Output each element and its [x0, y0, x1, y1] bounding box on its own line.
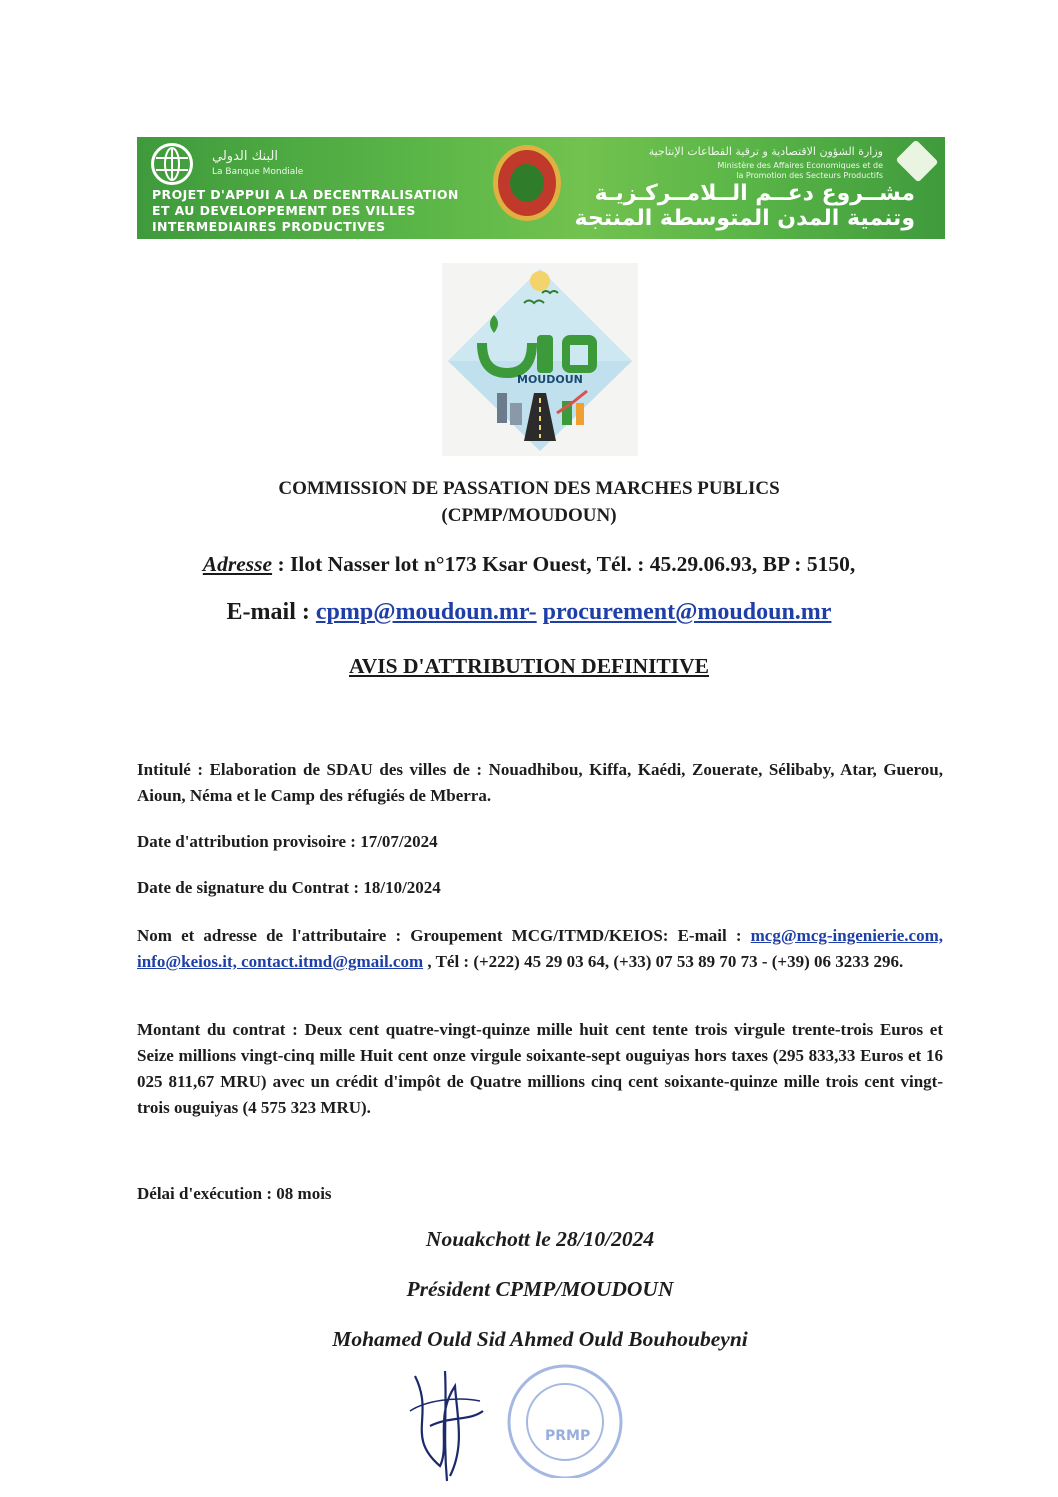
- project-name-fr-line: ET AU DEVELOPPEMENT DES VILLES: [152, 203, 416, 218]
- attributaire-phones: , Tél : (+222) 45 29 03 64, (+33) 07 53 89 70 73 - (+39) 06 3233 296.: [423, 952, 904, 971]
- field-montant: [137, 1017, 943, 1121]
- moudoun-logo: [442, 263, 638, 456]
- national-seal-icon: [493, 145, 561, 221]
- commission-title: [0, 475, 1058, 529]
- project-name-fr: [152, 187, 472, 235]
- ministry-name-fr: Ministère des Affaires Economiques et de la Promotion des Secteurs Productifs: [717, 161, 883, 180]
- logo-name-latin: MOUDOUN: [517, 373, 583, 386]
- project-name-fr-line: INTERMEDIAIRES PRODUCTIVES: [152, 219, 386, 234]
- address-value: : Ilot Nasser lot n°173 Ksar Ouest, Tél. : 45.29.06.93, BP : 5150,: [272, 552, 856, 576]
- signatory-name: Mohamed Ould Sid Ahmed Ould Bouhoubeyni: [332, 1327, 748, 1351]
- address-label: Adresse: [202, 552, 273, 576]
- date-provisoire-value: 17/07/2024: [360, 832, 438, 851]
- field-date-provisoire: [137, 829, 943, 855]
- project-name-ar-line: مشــروع دعــم الــلامــركـزيـة: [594, 181, 915, 206]
- email-link-cpmp[interactable]: cpmp@moudoun.mr-: [315, 599, 537, 625]
- signatory-role: Président CPMP/MOUDOUN: [406, 1277, 674, 1301]
- email-link-procurement[interactable]: procurement@moudoun.mr: [542, 599, 832, 625]
- address-line: [0, 552, 1058, 577]
- commission-title-line1: COMMISSION DE PASSATION DES MARCHES PUBLICS: [278, 478, 780, 499]
- commission-title-line2: (CPMP/MOUDOUN): [441, 505, 617, 526]
- stamp-text: PRMP: [545, 1428, 591, 1444]
- email-label: E-mail :: [226, 599, 316, 625]
- date-signature-label: Date de signature du Contrat :: [137, 878, 364, 897]
- attributaire-email-links[interactable]: mcg@mcg-ingenierie.com, info@keios.it, contact.itmd@gmail.com: [137, 926, 943, 971]
- field-date-signature: [137, 875, 943, 901]
- montant-value: Deux cent quatre-vingt-quinze mille huit cent tente trois virgule trente-trois Euros et Seize millions vingt-cinq mille Huit cent onze virgule soixante-sept ouguiyas hors taxes (295 833,33 Euros et 16 025 811,67 MRU) avec un crédit d'impôt de Quatre millions cinq cent soixante-quinze mille trois cent vingt-trois ouguiyas (4 575 323 MRU).: [137, 1020, 943, 1117]
- intitule-label: Intitulé :: [137, 760, 210, 779]
- date-signature-value: 18/10/2024: [363, 878, 441, 897]
- field-intitule: [137, 757, 943, 809]
- attributaire-value: Groupement MCG/ITMD/KEIOS: E-mail :: [410, 926, 751, 945]
- project-name-ar-line: وتنمية المدن المتوسطة المنتجة: [574, 206, 915, 231]
- world-bank-name-ar: البنك الدولي: [212, 149, 278, 164]
- field-attributaire: [137, 923, 943, 975]
- attributaire-label: Nom et adresse de l'attributaire :: [137, 926, 411, 945]
- email-line: [0, 599, 1058, 626]
- notice-title: AVIS D'ATTRIBUTION DEFINITIVE: [348, 654, 710, 678]
- handwritten-signature: [395, 1356, 495, 1486]
- delai-value: 08 mois: [276, 1184, 332, 1203]
- date-provisoire-label: Date d'attribution provisoire :: [137, 832, 361, 851]
- official-stamp: [495, 1360, 635, 1478]
- moudoun-mini-logo-icon: [896, 140, 939, 183]
- world-bank-globe-icon: [151, 143, 193, 185]
- delai-label: Délai d'exécution :: [137, 1184, 277, 1203]
- ministry-name-ar: وزارة الشؤون الاقتصادية و ترقية القطاعات الإنتاجية: [648, 145, 883, 158]
- montant-label: Montant du contrat :: [137, 1020, 305, 1039]
- project-name-fr-line: PROJET D'APPUI A LA DECENTRALISATION: [152, 187, 459, 202]
- place-date: Nouakchott le 28/10/2024: [425, 1227, 655, 1251]
- project-name-ar: [555, 181, 915, 231]
- header-banner: [137, 137, 945, 239]
- field-delai: [137, 1181, 943, 1207]
- world-bank-name-fr: La Banque Mondiale: [212, 167, 304, 177]
- intitule-value: Elaboration de SDAU des villes de : Nouadhibou, Kiffa, Kaédi, Zouerate, Sélibaby, Atar, Guerou, Aioun, Néma et le Camp des réfugiés de Mberra.: [137, 760, 943, 805]
